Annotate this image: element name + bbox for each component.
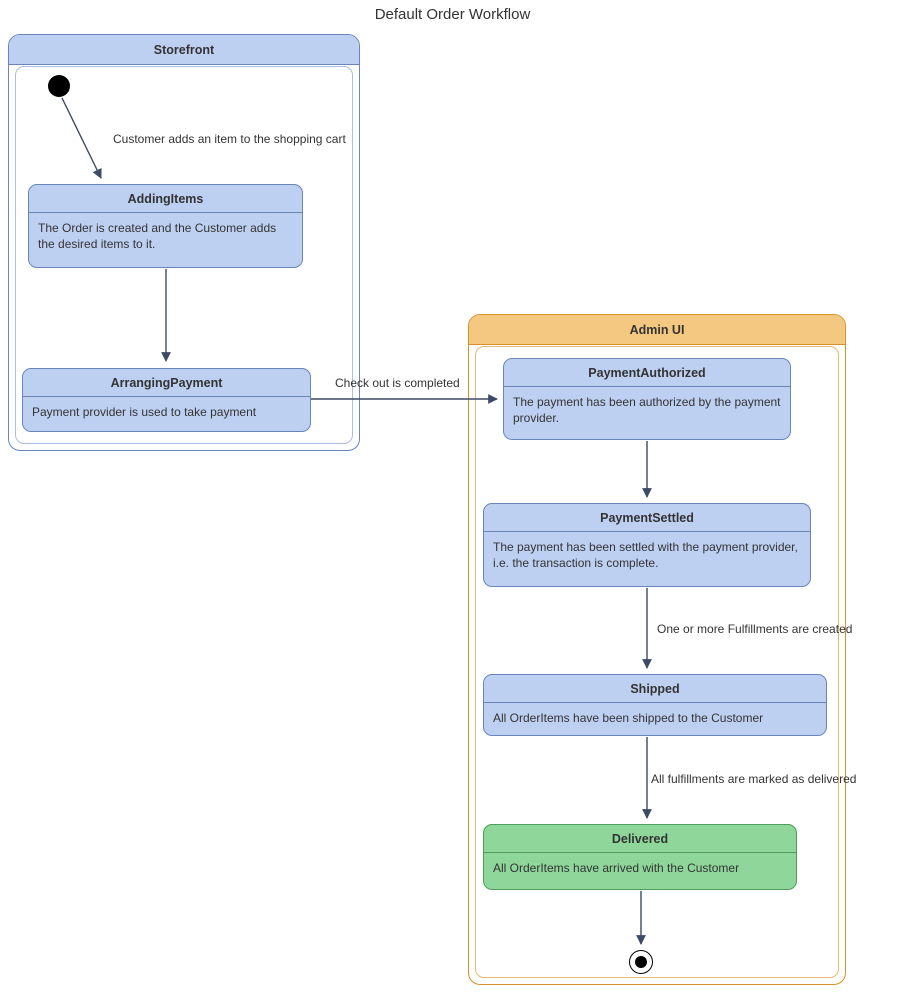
diagram-title: Default Order Workflow <box>374 6 531 23</box>
edge-label-paymentsettled-to-shipped: One or more Fulfillments are created <box>657 622 853 636</box>
state-addingitems-description: The Order is created and the Customer adds the desired items to it. <box>29 212 302 259</box>
state-paymentauthorized[interactable] <box>503 358 791 440</box>
state-delivered-name: Delivered <box>611 832 669 846</box>
state-delivered[interactable] <box>483 824 797 890</box>
edge-label-start-to-addingitems: Customer adds an item to the shopping cart <box>113 132 346 146</box>
edge-label-shipped-to-delivered: All fulfillments are marked as delivered <box>651 772 857 786</box>
state-shipped-name: Shipped <box>630 682 680 696</box>
state-paymentsettled[interactable] <box>483 503 811 587</box>
state-shipped-description: All OrderItems have been shipped to the Customer <box>484 702 826 733</box>
state-arrangingpayment[interactable] <box>22 368 311 432</box>
state-shipped[interactable] <box>483 674 827 736</box>
state-addingitems-name: AddingItems <box>127 192 204 206</box>
state-arrangingpayment-description: Payment provider is used to take payment <box>23 396 310 427</box>
state-arrangingpayment-name: ArrangingPayment <box>110 376 223 390</box>
state-paymentauthorized-name: PaymentAuthorized <box>588 366 706 380</box>
state-paymentsettled-description: The payment has been settled with the payment provider, i.e. the transaction is complete. <box>484 531 810 578</box>
state-paymentauthorized-description: The payment has been authorized by the payment provider. <box>504 386 790 433</box>
state-paymentsettled-name: PaymentSettled <box>600 511 694 525</box>
end-state-icon <box>629 950 653 974</box>
edge-label-arrangingpayment-to-paymentauthorized: Check out is completed <box>335 376 460 390</box>
start-state-icon <box>48 75 70 97</box>
composite-admin-ui-label: Admin UI <box>469 315 845 345</box>
state-addingitems[interactable] <box>28 184 303 268</box>
state-delivered-description: All OrderItems have arrived with the Customer <box>484 852 796 883</box>
composite-storefront-label: Storefront <box>9 35 359 65</box>
